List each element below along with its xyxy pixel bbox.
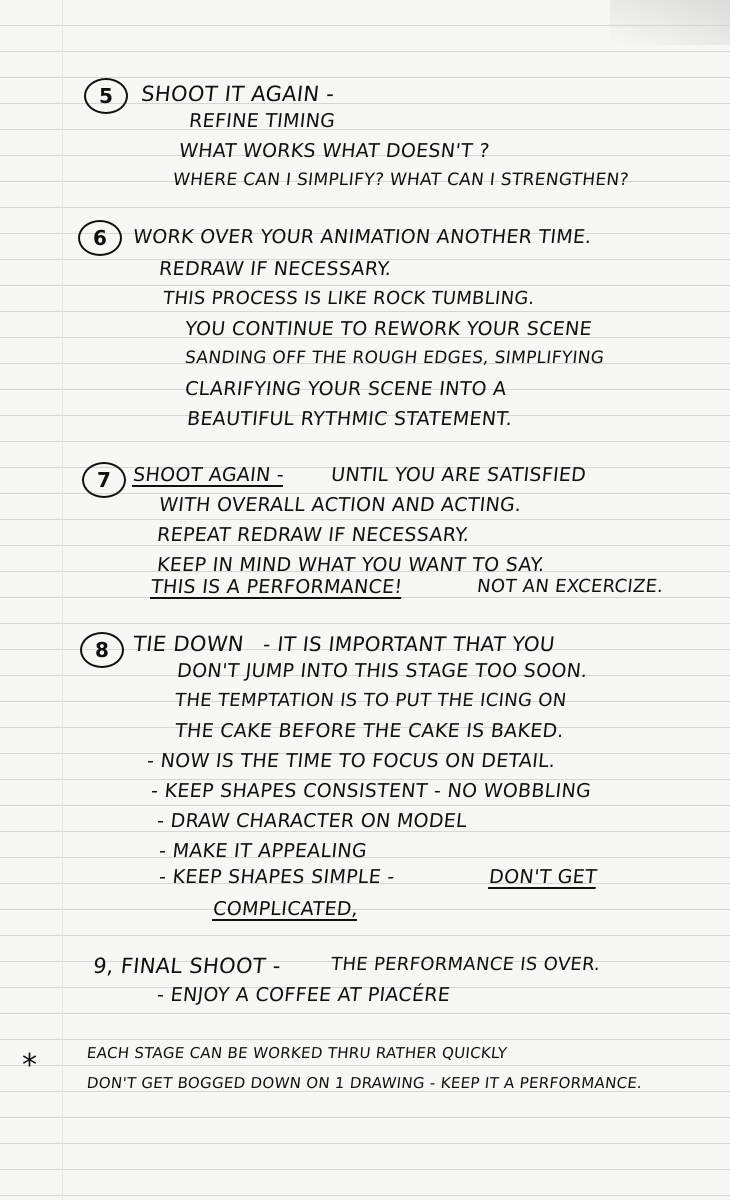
section-8-number: 8 — [80, 632, 124, 668]
section-6-line-3: YOU CONTINUE TO REWORK YOUR SCENE — [184, 318, 593, 340]
section-5-line-3: WHERE CAN I SIMPLIFY? WHAT CAN I STRENGTHEN? — [172, 170, 630, 190]
section-8-heading: TIE DOWN — [132, 632, 246, 656]
footnote-line-2: DON'T GET BOGGED DOWN ON 1 DRAWING - KEEP IT A PERFORMANCE. — [86, 1074, 644, 1092]
section-8-bullet-5-emphasis: DON'T GET — [488, 866, 599, 888]
section-8-line-1: DON'T JUMP INTO THIS STAGE TOO SOON. — [176, 660, 589, 682]
section-7-emphasis: THIS IS A PERFORMANCE! — [150, 576, 404, 598]
section-6-line-6: BEAUTIFUL RYTHMIC STATEMENT. — [186, 408, 514, 430]
footnote-asterisk: * — [22, 1048, 37, 1083]
section-8-bullet-1: - NOW IS THE TIME TO FOCUS ON DETAIL. — [146, 750, 557, 772]
section-8-bullet-5-continued: COMPLICATED, — [212, 898, 360, 920]
margin-line — [62, 0, 63, 1200]
section-7-heading: SHOOT AGAIN - — [132, 464, 286, 486]
section-7-line-2: REPEAT REDRAW IF NECESSARY. — [156, 524, 471, 546]
section-7-line-3: KEEP IN MIND WHAT YOU WANT TO SAY. — [156, 554, 546, 576]
section-8-bullet-3: - DRAW CHARACTER ON MODEL — [156, 810, 469, 832]
section-5-number: 5 — [84, 78, 128, 114]
section-6-number: 6 — [78, 220, 122, 256]
section-9-heading-rest: THE PERFORMANCE IS OVER. — [330, 954, 602, 975]
corner-smudge — [610, 0, 730, 45]
section-8-line-3: THE CAKE BEFORE THE CAKE IS BAKED. — [174, 720, 565, 742]
section-7-emphasis-rest: NOT AN EXCERCIZE. — [476, 576, 665, 597]
section-9-line-1: - ENJOY A COFFEE AT PIACÉRE — [156, 984, 452, 1006]
section-5-line-1: REFINE TIMING — [188, 110, 337, 132]
section-6-line-5: CLARIFYING YOUR SCENE INTO A — [184, 378, 508, 400]
section-6-line-1: REDRAW IF NECESSARY. — [158, 258, 393, 280]
section-8-line-2: THE TEMPTATION IS TO PUT THE ICING ON — [174, 690, 568, 711]
section-7-number: 7 — [82, 462, 126, 498]
section-6-line-4: SANDING OFF THE ROUGH EDGES, SIMPLIFYING — [184, 348, 606, 368]
section-9-heading: 9, FINAL SHOOT - — [92, 954, 283, 978]
section-7-heading-rest: UNTIL YOU ARE SATISFIED — [330, 464, 588, 486]
section-8-bullet-5: - KEEP SHAPES SIMPLE - — [158, 866, 396, 888]
section-8-heading-rest: - IT IS IMPORTANT THAT YOU — [262, 632, 557, 656]
section-6-line-2: THIS PROCESS IS LIKE ROCK TUMBLING. — [162, 288, 536, 309]
section-6-heading: WORK OVER YOUR ANIMATION ANOTHER TIME. — [132, 226, 593, 248]
section-7-line-1: WITH OVERALL ACTION AND ACTING. — [158, 494, 523, 516]
section-5-heading: SHOOT IT AGAIN - — [140, 82, 336, 106]
section-8-bullet-2: - KEEP SHAPES CONSISTENT - NO WOBBLING — [150, 780, 593, 802]
footnote-line-1: EACH STAGE CAN BE WORKED THRU RATHER QUICKLY — [86, 1044, 509, 1062]
section-8-bullet-4: - MAKE IT APPEALING — [158, 840, 369, 862]
section-5-line-2: WHAT WORKS WHAT DOESN'T ? — [178, 140, 491, 162]
